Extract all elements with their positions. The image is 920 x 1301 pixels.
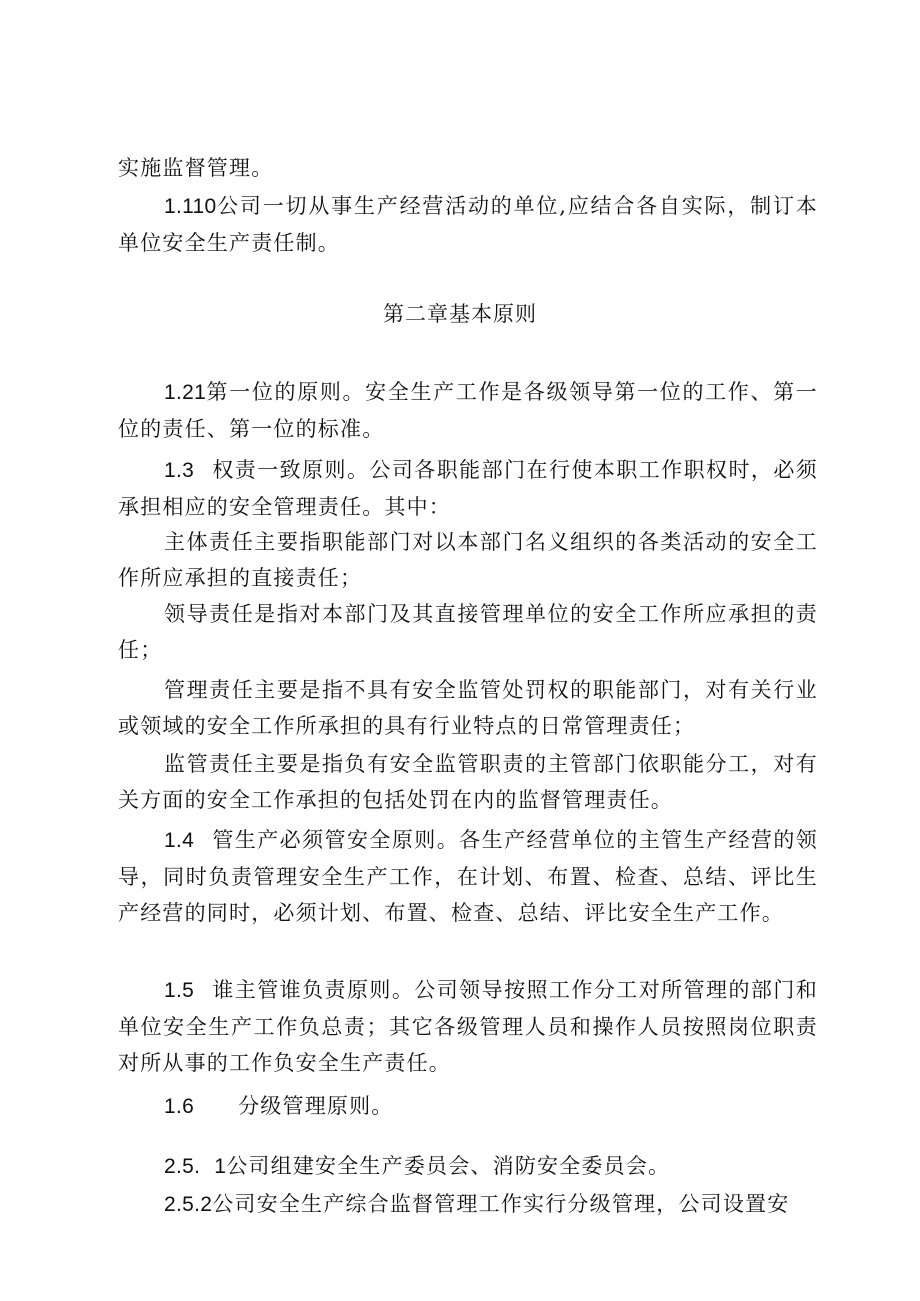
- chapter-heading: 第二章基本原则: [383, 302, 537, 326]
- paragraph-leadership-responsibility: [118, 596, 818, 668]
- clause-text: 第一位的原则。安全生产工作是各级领导第一位的工作、第一位的责任、第一位的标准。: [118, 380, 818, 441]
- clause-1-5: [118, 972, 818, 1081]
- clause-number: 1.6: [164, 1095, 195, 1118]
- paragraph-text: 实施监督管理。: [118, 156, 274, 180]
- clause-subnumber: 1: [214, 1155, 227, 1178]
- paragraph-text: 监管责任主要是指负有安全监管职责的主管部门依职能分工，对有关方面的安全工作承担的包括处罚在内的监督管理责任。: [118, 752, 818, 812]
- paragraph-continuation: [118, 150, 818, 186]
- clause-1-21: [118, 374, 818, 447]
- clause-text: 管生产必须管安全原则。各生产经营单位的主管生产经营的领导，同时负责管理安全生产工作，在计划、布置、检查、总结、评比生产经营的同时，必须计划、布置、检查、总结、评比安全生产工作。: [118, 828, 818, 925]
- clause-number: 2.5.: [164, 1155, 201, 1178]
- paragraph-text: 管理责任主要是指不具有安全监管处罚权的职能部门，对有关行业或领域的安全工作所承担的具有行业特点的日常管理责任；: [118, 678, 818, 738]
- clause-2-5-1: [118, 1148, 818, 1185]
- clause-text: 分级管理原则。: [238, 1094, 394, 1118]
- clause-number: 2.5.2: [164, 1193, 213, 1216]
- paragraph-management-responsibility: [118, 672, 818, 744]
- clause-number: 1.21: [164, 381, 207, 404]
- clause-number: 1.3: [164, 459, 195, 482]
- clause-number: 1.110: [164, 195, 217, 218]
- paragraph-text: 主体责任主要指职能部门对以本部门名义组织的各类活动的安全工作所应承担的直接责任；: [118, 530, 818, 590]
- clause-text: 公司一切从事生产经营活动的单位,应结合各自实际，制订本单位安全生产责任制。: [118, 194, 818, 255]
- clause-text: 谁主管谁负责原则。公司领导按照工作分工对所管理的部门和单位安全生产工作负总责；其它各级管理人员和操作人员按照岗位职责对所从事的工作负安全生产责任。: [118, 978, 818, 1075]
- clause-1-6: [118, 1088, 818, 1125]
- paragraph-main-responsibility: [118, 524, 818, 596]
- clause-number: 1.4: [164, 829, 195, 852]
- clause-1-3: [118, 452, 818, 525]
- paragraph-text: 领导责任是指对本部门及其直接管理单位的安全工作所应承担的责任；: [118, 602, 818, 662]
- clause-text: 公司组建安全生产委员会、消防安全委员会。: [226, 1154, 671, 1178]
- clause-text: 公司安全生产综合监督管理工作实行分级管理，公司设置安: [212, 1192, 790, 1216]
- clause-number: 1.5: [164, 979, 195, 1002]
- clause-text: 权责一致原则。公司各职能部门在行使本职工作职权时，必须承担相应的安全管理责任。其中：: [118, 458, 818, 519]
- paragraph-supervision-responsibility: [118, 746, 818, 818]
- clause-1-4: [118, 822, 818, 931]
- clause-1-110: [118, 188, 818, 261]
- clause-2-5-2: [118, 1186, 818, 1223]
